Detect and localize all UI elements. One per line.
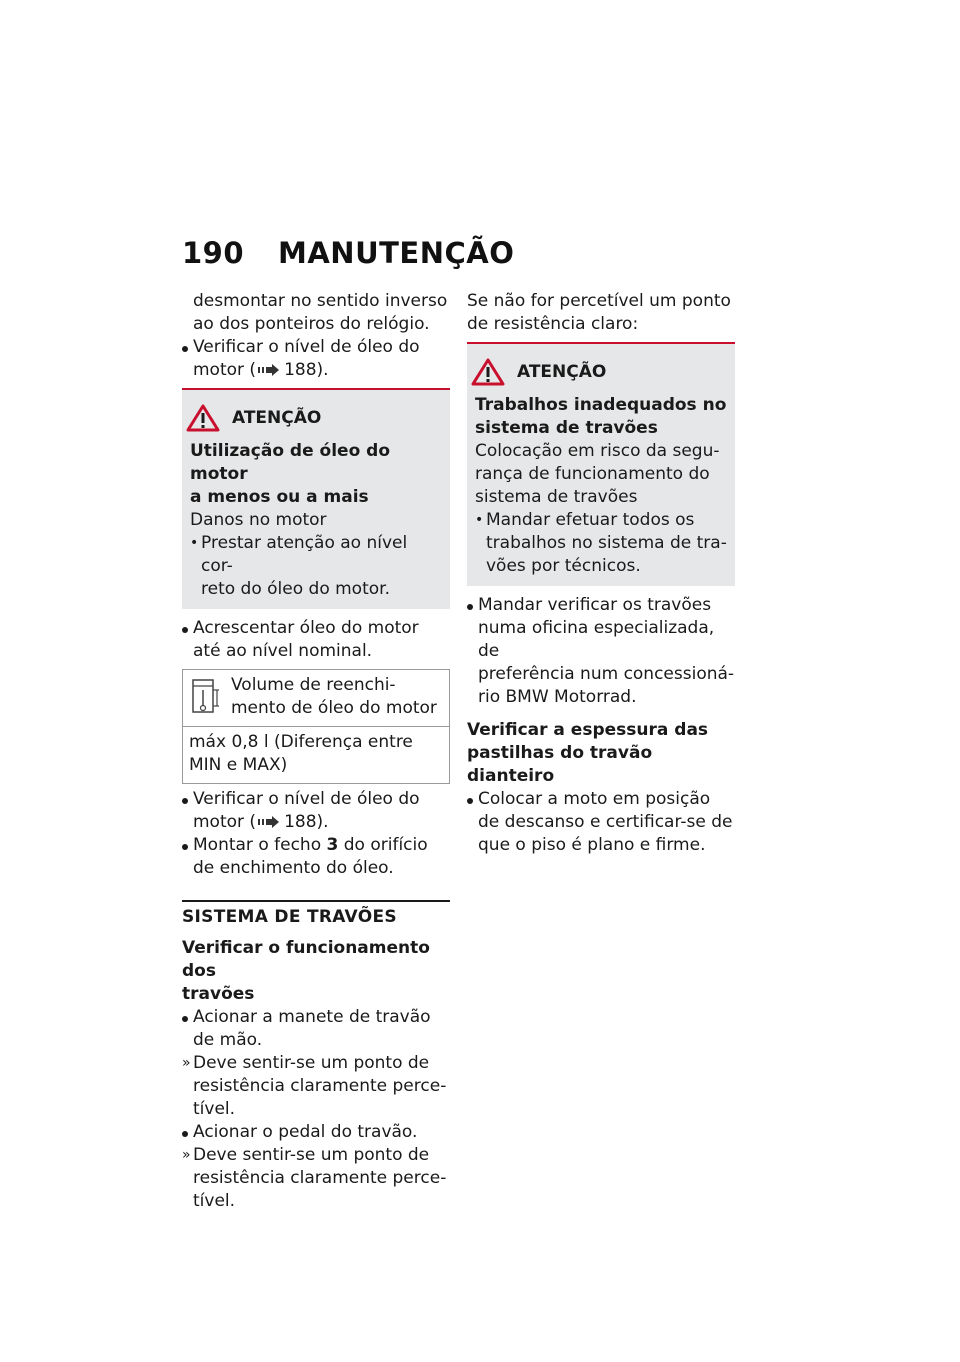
left-column [182, 290, 450, 1213]
bullet-icon [182, 844, 188, 850]
warning-heading: Trabalhos inadequados no sistema de travões [475, 395, 727, 438]
warning-triangle-icon [186, 404, 220, 432]
page-header [182, 236, 514, 270]
result-item: » Deve sentir-se um ponto de resistência claramente perce- tível. [182, 1145, 447, 1211]
oil-can-icon [189, 676, 221, 716]
spec-value: máx 0,8 l (Diferença entre MIN e MAX) [189, 732, 413, 775]
continued-text: desmontar no sentido inverso ao dos ponteiros do relógio. [193, 291, 448, 334]
list-item: Mandar verificar os travões numa oficina especializada, de preferência num concessioná- rio BMW Motorrad. [467, 594, 735, 709]
result-arrow-icon: » [182, 1055, 191, 1071]
list-item: Verificar o nível de óleo do motor ( 188). [182, 788, 450, 834]
section-title: SISTEMA DE TRAVÕES [182, 900, 450, 929]
list-item: Acrescentar óleo do motor até ao nível nominal. [182, 617, 450, 663]
sub-heading: Verificar o funcionamento dos travões [182, 938, 430, 1004]
list-item: Montar o fecho 3 do orifício de enchimento do óleo. [182, 834, 450, 880]
intro-text: Se não for percetível um ponto de resistência claro: [467, 291, 731, 334]
list-item: Acionar o pedal do travão. [182, 1121, 450, 1144]
warning-box [182, 388, 450, 609]
spec-label: Volume de reenchi- mento de óleo do motor [231, 675, 437, 718]
warning-consequence: Danos no motor [190, 510, 327, 530]
right-column [467, 290, 735, 857]
bullet-icon [182, 798, 188, 804]
bullet-icon [467, 798, 473, 804]
bullet-icon [182, 1131, 188, 1137]
bullet-icon [182, 1016, 188, 1022]
warning-triangle-icon [471, 358, 505, 386]
warning-consequence: Colocação em risco da segu- rança de funcionamento do sistema de travões [475, 441, 720, 507]
list-item: Acionar a manete de travão de mão. [182, 1006, 450, 1052]
warning-heading: Utilização de óleo do motor a menos ou a mais [190, 441, 391, 507]
sub-heading: Verificar a espessura das pastilhas do travão dianteiro [467, 720, 709, 786]
page-number: 190 [182, 236, 245, 270]
warning-measure: • Prestar atenção ao nível cor- reto do óleo do motor. [190, 533, 408, 599]
reference-arrow-icon [258, 816, 280, 828]
list-item: Colocar a moto em posição de descanso e certificar-se de que o piso é plano e firme. [467, 788, 735, 857]
reference-arrow-icon [258, 364, 280, 376]
warning-box [467, 342, 735, 586]
bullet-icon [182, 346, 188, 352]
warning-title: ATENÇÃO [517, 361, 607, 382]
chapter-title: MANUTENÇÃO [278, 236, 515, 270]
warning-title: ATENÇÃO [232, 407, 322, 428]
spec-table [182, 669, 450, 784]
warning-measure: • Mandar efetuar todos os trabalhos no sistema de tra- vões por técnicos. [475, 510, 727, 576]
result-item: » Deve sentir-se um ponto de resistência claramente perce- tível. [182, 1053, 447, 1119]
result-arrow-icon: » [182, 1147, 191, 1163]
bullet-icon [182, 627, 188, 633]
list-item: Verificar o nível de óleo do motor ( 188). [182, 336, 450, 382]
bullet-icon [467, 604, 473, 610]
